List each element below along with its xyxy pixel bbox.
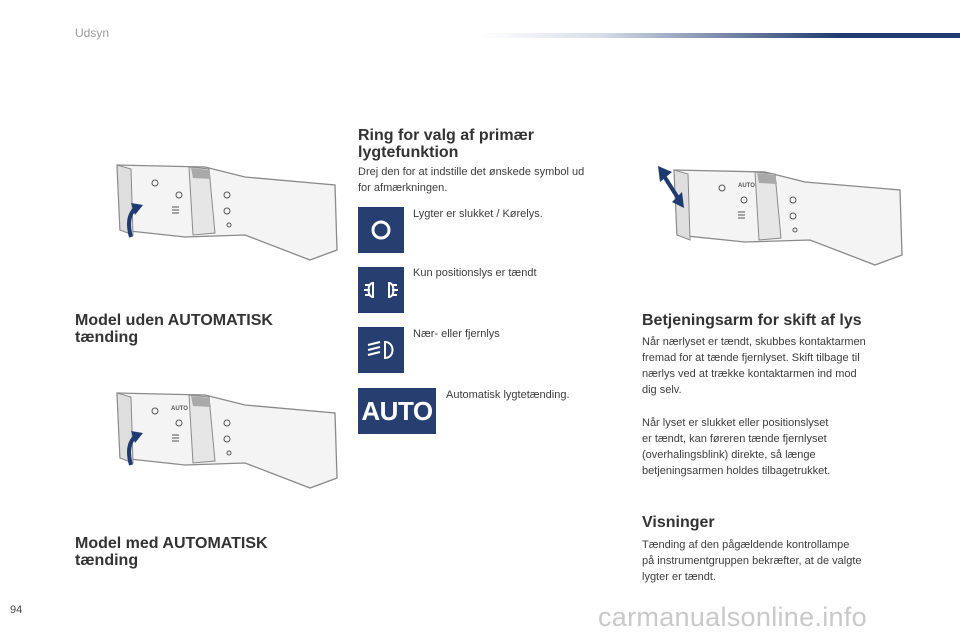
stalk-illustration-auto [105,383,340,493]
stalk-illustration-beam-switch [650,160,905,270]
auto-lighting-icon [358,388,436,434]
option-auto-label: Automatisk lygtetænding. [446,389,570,401]
auto-icon-text: AUTO [361,395,433,426]
watermark: carmanualsonline.info [598,602,867,632]
visninger-heading: Visninger [642,514,715,531]
ring-heading: Ring for valg af primær lygtefunktion [358,127,535,161]
beam-switch-para1: Når nærlyset er tændt, skubbes kontaktarmen fremad for at tænde fjernlyset. Skift tilbage til nærlys ved at trække kontaktarmen ind mod dig selv. [642,336,866,396]
position-lights-icon [358,267,404,313]
ring-intro: Drej den for at indstille det ønskede symbol ud for afmærkningen. [358,166,585,194]
beam-switch-heading: Betjeningsarm for skift af lys [642,312,862,329]
stalk-auto-label: AUTO [171,406,188,412]
option-off-label: Lygter er slukket / Kørelys. [413,208,543,220]
model-without-auto-heading: Model uden AUTOMATISK tænding [75,312,273,346]
page-number: 94 [10,604,23,616]
option-position-label: Kun positionslys er tændt [413,267,537,279]
stalk-auto-label-right: AUTO [738,183,755,189]
section-title: Udsyn [75,26,110,40]
visninger-text: Tænding af den pågældende kontrollampe på instrumentgruppen bekræfter, at de valgte lygter er tændt. [642,539,862,583]
stalk-illustration-manual [105,155,340,265]
circle-off-icon [358,207,404,253]
dipped-main-beam-icon [358,327,404,373]
model-with-auto-heading: Model med AUTOMATISK tænding [75,535,268,569]
beam-switch-para2: Når lyset er slukket eller positionslyset er tændt, kan føreren tænde fjernlyset (overhalingsblink) direkte, så længe betjeningsarmen holdes tilbagetrukket. [642,417,831,477]
header-bar [480,33,960,38]
option-beam-label: Nær- eller fjernlys [413,328,500,340]
